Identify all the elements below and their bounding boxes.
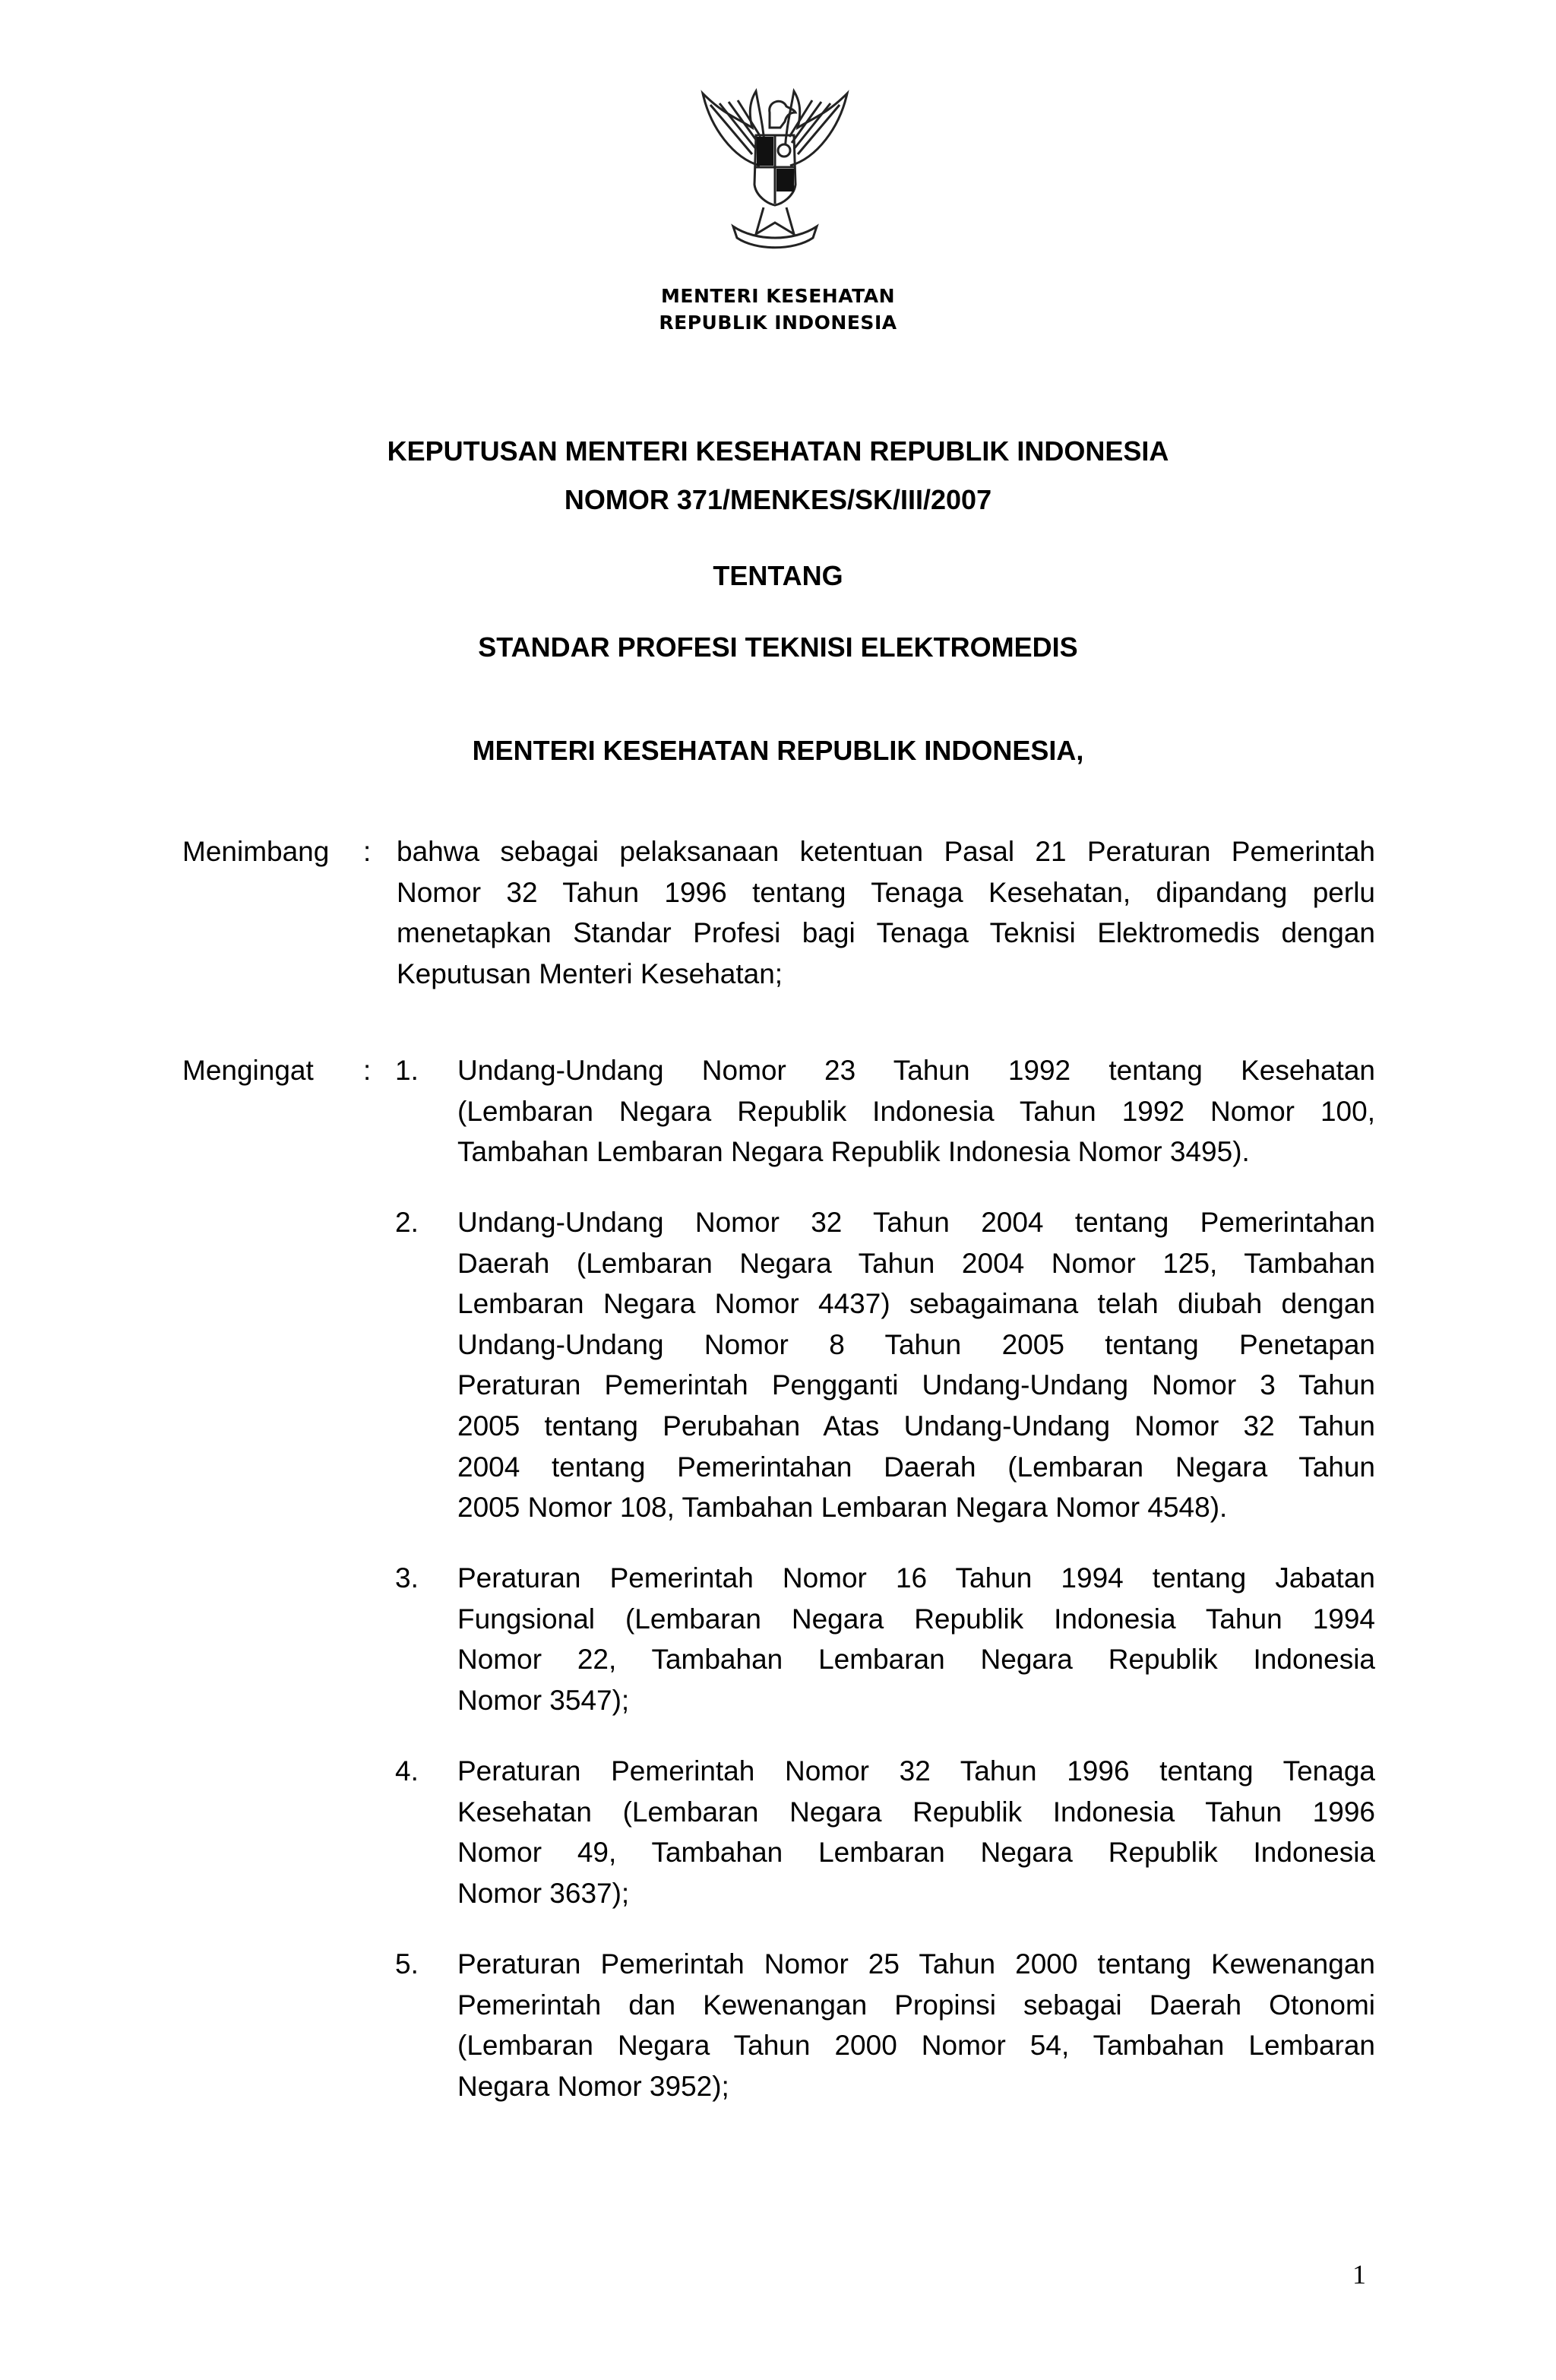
decree-number: NOMOR 371/MENKES/SK/III/2007 [564, 484, 992, 515]
text-line: Peraturan Pemerintah Nomor 16 Tahun 1994 tentang Jabatan [457, 1562, 1375, 1594]
text-line: Nomor 3547); [457, 1684, 630, 1716]
text-line: Lembaran Negara Nomor 4437) sebagaimana telah diubah dengan [457, 1288, 1375, 1320]
text-line: Nomor 22, Tambahan Lembaran Negara Republik Indonesia [457, 1644, 1375, 1676]
menimbang-colon: : [363, 836, 372, 867]
list-item [457, 1050, 1375, 1173]
text-line: bahwa sebagai pelaksanaan ketentuan Pasal 21 Peraturan Pemerintah [397, 836, 1375, 867]
text-line: Keputusan Menteri Kesehatan; [397, 957, 783, 989]
text-line: Fungsional (Lembaran Negara Republik Indonesia Tahun 1994 [457, 1603, 1375, 1635]
menimbang-text [397, 831, 1375, 994]
list-item-number: 4. [395, 1755, 419, 1787]
list-item-number: 5. [395, 1948, 419, 1980]
text-line: Nomor 3637); [457, 1877, 630, 1909]
text-line: 2004 tentang Pemerintahan Daerah (Lembaran Negara Tahun [457, 1451, 1375, 1483]
text-line: Pemerintah dan Kewenangan Propinsi sebagai Daerah Otonomi [457, 1989, 1375, 2021]
text-line: 2005 tentang Perubahan Atas Undang-Undang Nomor 32 Tahun [457, 1410, 1375, 1442]
text-line: menetapkan Standar Profesi bagi Tenaga Teknisi Elektromedis dengan [397, 917, 1375, 949]
list-item-number: 2. [395, 1207, 419, 1238]
text-line: Negara Nomor 3952); [457, 2070, 729, 2102]
list-item [457, 1751, 1375, 1913]
issuing-authority: MENTERI KESEHATAN REPUBLIK INDONESIA, [472, 735, 1084, 766]
decree-title: KEPUTUSAN MENTERI KESEHATAN REPUBLIK INDONESIA [387, 435, 1169, 467]
text-line: Peraturan Pemerintah Nomor 32 Tahun 1996 tentang Tenaga [457, 1755, 1375, 1787]
page-number: 1 [1352, 2259, 1366, 2290]
text-line: Tambahan Lembaran Negara Republik Indonesia Nomor 3495). [457, 1136, 1250, 1168]
text-line: Nomor 32 Tahun 1996 tentang Tenaga Kesehatan, dipandang perlu [397, 876, 1375, 908]
mengingat-colon: : [363, 1055, 372, 1086]
list-item [457, 1558, 1375, 1720]
text-line: Peraturan Pemerintah Pengganti Undang-Undang Nomor 3 Tahun [457, 1369, 1375, 1401]
tentang-heading: TENTANG [713, 560, 843, 591]
text-line: 2005 Nomor 108, Tambahan Lembaran Negara Nomor 4548). [457, 1492, 1228, 1524]
list-item-number: 3. [395, 1562, 419, 1594]
emblem-caption-line1: MENTERI KESEHATAN [660, 285, 895, 307]
list-item [457, 1202, 1375, 1528]
menimbang-label: Menimbang [182, 836, 330, 867]
text-line: (Lembaran Negara Tahun 2000 Nomor 54, Tambahan Lembaran [457, 2030, 1375, 2062]
text-line: (Lembaran Negara Republik Indonesia Tahun 1992 Nomor 100, [457, 1095, 1375, 1127]
text-line: Daerah (Lembaran Negara Tahun 2004 Nomor 125, Tambahan [457, 1247, 1375, 1279]
list-item [457, 1944, 1375, 2106]
text-line: Nomor 49, Tambahan Lembaran Negara Republik Indonesia [457, 1837, 1375, 1869]
text-line: Undang-Undang Nomor 32 Tahun 2004 tentang Pemerintahan [457, 1207, 1375, 1238]
text-line: Kesehatan (Lembaran Negara Republik Indonesia Tahun 1996 [457, 1796, 1375, 1828]
list-item-number: 1. [395, 1055, 419, 1086]
decree-subject: STANDAR PROFESI TEKNISI ELEKTROMEDIS [478, 631, 1078, 663]
garuda-emblem-icon [680, 82, 870, 261]
text-line: Undang-Undang Nomor 23 Tahun 1992 tentang Kesehatan [457, 1055, 1375, 1086]
emblem-caption-line2: REPUBLIK INDONESIA [659, 312, 897, 334]
text-line: Peraturan Pemerintah Nomor 25 Tahun 2000 tentang Kewenangan [457, 1948, 1375, 1980]
text-line: Undang-Undang Nomor 8 Tahun 2005 tentang Penetapan [457, 1328, 1375, 1360]
mengingat-label: Mengingat [182, 1055, 314, 1086]
